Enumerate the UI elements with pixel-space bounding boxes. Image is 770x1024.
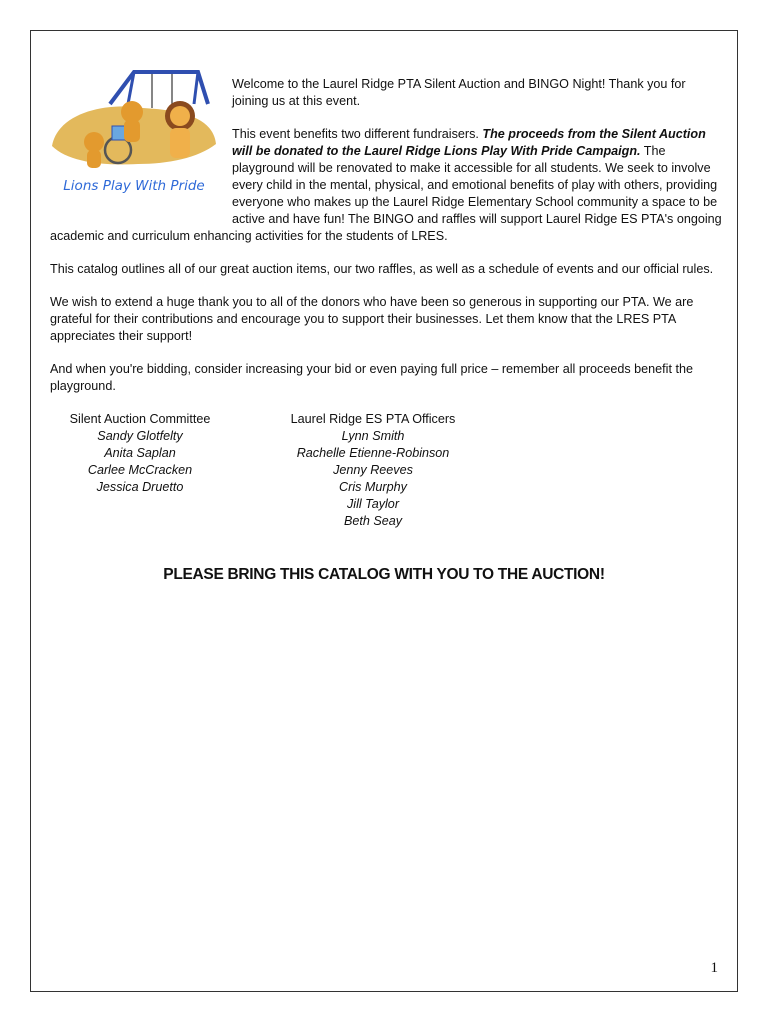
donors-paragraph: We wish to extend a huge thank you to all of the donors who have been so generous in supporting our PTA. We are grateful for their contributions and encourage you to support their businesses. Let them know that the LRES PTA appreciates their support! <box>50 295 694 343</box>
committee-title: Silent Auction Committee <box>69 412 211 426</box>
fundraiser-intro-text: This event benefits two different fundraisers. <box>232 127 483 141</box>
catalog-paragraph: This catalog outlines all of our great auction items, our two raffles, as well as a schedule of events and our official rules. <box>50 262 714 276</box>
officer-member: Rachelle Etienne-Robinson <box>296 446 450 460</box>
committee-column <box>50 411 230 530</box>
proceeds-emphasis: The proceeds from the Silent Auction will be donated to the Laurel Ridge Lions Play With Pride Campaign. <box>232 127 706 158</box>
committee-member: Carlee McCracken <box>87 463 193 477</box>
bidding-paragraph: And when you're bidding, consider increasing your bid or even paying full price – remember all proceeds benefit the playground. <box>50 362 693 393</box>
officers-title: Laurel Ridge ES PTA Officers <box>290 412 456 426</box>
officer-member: Beth Seay <box>343 514 403 528</box>
fundraiser-detail-text: The playground will be renovated to make it accessible for all students. We seek to involve every child in the mental, physical, and emotional benefits of play with others, providing everyone who makes up the Laurel Ridge Elementary School community a space to be active and have fun! The BINGO and raffles will support Laurel Ridge ES PTA's ongoing academic and curriculum enhancing activities for the students of LRES. <box>50 144 722 243</box>
logo-caption: Lions Play With Pride <box>63 178 205 194</box>
committee-member: Jessica Druetto <box>96 480 184 494</box>
welcome-paragraph: Welcome to the Laurel Ridge PTA Silent Auction and BINGO Night! Thank you for joining us at this event. <box>232 77 686 108</box>
bring-catalog-notice: PLEASE BRING THIS CATALOG WITH YOU TO THE AUCTION! <box>163 566 605 583</box>
intro-content <box>50 76 722 530</box>
officer-member: Jill Taylor <box>346 497 400 511</box>
volunteer-lists <box>50 411 722 530</box>
committee-member: Anita Saplan <box>104 446 176 460</box>
officer-member: Cris Murphy <box>339 480 407 494</box>
officer-member: Jenny Reeves <box>333 463 413 477</box>
officers-column <box>253 411 493 530</box>
logo-float-spacer <box>50 76 232 213</box>
page-number: 1 <box>710 960 718 976</box>
officer-member: Lynn Smith <box>341 429 405 443</box>
committee-member: Sandy Glotfelty <box>97 429 183 443</box>
